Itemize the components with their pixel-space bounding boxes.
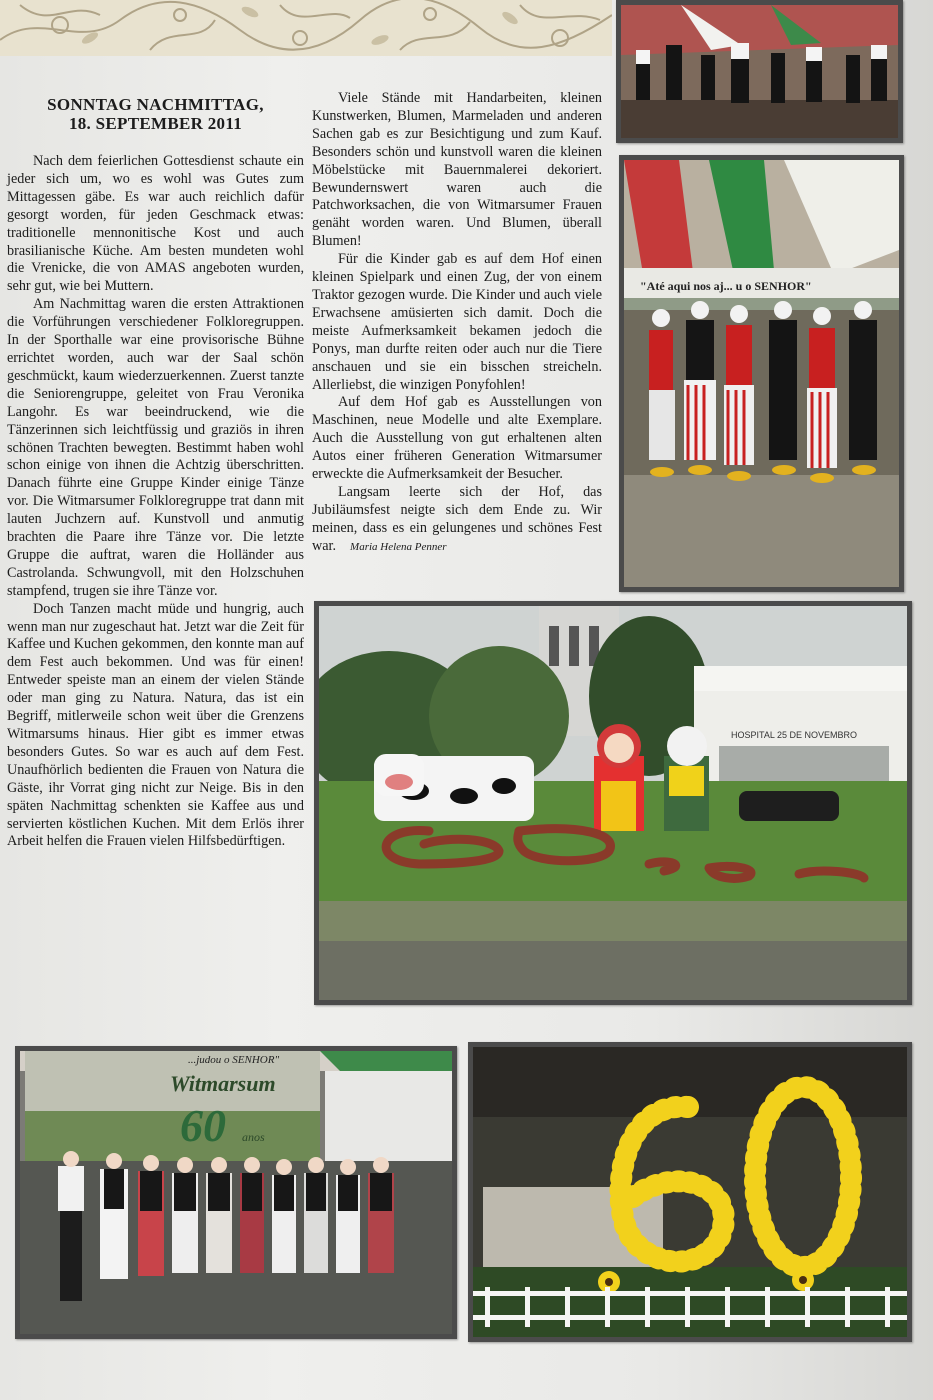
group-banner-image: [20, 1051, 452, 1334]
group-banner-anos: anos: [242, 1130, 265, 1144]
building-sign: HOSPITAL 25 DE NOVEMBRO: [731, 730, 858, 740]
photo-dancers-top: [616, 0, 903, 143]
stage-banner-text: "Até aqui nos aj... u o SENHOR": [640, 279, 812, 293]
stage-dancers-image: [624, 160, 899, 587]
swirl-ornament-icon: [0, 0, 612, 56]
paragraph: [312, 484, 602, 557]
park-figures-image: [319, 606, 907, 1000]
paragraph: Auf dem Hof gab es Ausstellungen von Maschinen, neue Modelle und alte Exemplare. Auch die Ausstellung von gut erhaltenen alten Autos einer früheren Generation Witmarsumer erweckte die Aufmerksamkeit der Besucher.: [312, 394, 602, 483]
paragraph: Doch Tanzen macht müde und hungrig, auch wenn man nur zugeschaut hat. Jetzt war die Zeit für Kaffee und Kuchen gekommen, den konnte man auf dem Fest auch bekommen. Und was für einen! Entweder speiste man an einem der vielen Stände oder man ging zu Natura. Natura, das ist ein Begriff, mitlerweile schon weit über die Grenzens Witmarsums hinaus. Hier gibt es immer etwas besonders Gutes. So war es auch auf dem Fest. Unaufhörlich bedienten die Frauen von Natura die Gäste, ihr Vorrat ging nicht zur Neige. Bis in den späten Nachmittag schenkten sie Kaffee aus und servierten köstlichen Kuchen. Mit dem Erlös ihrer Arbeit helfen die Frauen vielen Hilfsbedürftigen.: [7, 600, 304, 850]
group-banner-name: Witmarsum: [170, 1071, 276, 1096]
title-line-1: SONNTAG NACHMITTAG,: [47, 95, 264, 114]
article-column-1: [7, 95, 304, 851]
photo-group-banner: [15, 1046, 457, 1339]
paragraph: Viele Stände mit Handarbeiten, kleinen Kunstwerken, Blumen, Marmeladen und anderen Sachen gab es zur Besichtigung und zum Kauf. Besonders schön und kunstvoll waren die kleinen Möbelstücke mit Bauernmalerei dekoriert. Bewundernswert waren auch die Patchworksachen, die von Witmarsumer Frauen genäht worden waren. Und Blumen, überall Blumen!: [312, 90, 602, 250]
paragraph-text: Langsam leerte sich der Hof, das Jubiläumsfest neigte sich dem Ende zu. Wir meinen, dass es ein gelungenes und schönes Fest war.: [312, 483, 602, 554]
group-banner-top-text: ...judou o SENHOR": [188, 1054, 280, 1066]
photo-flower-sixty: [468, 1042, 912, 1342]
dancers-image: [621, 5, 898, 138]
photo-park-figures: [314, 601, 912, 1005]
article-column-2: [312, 90, 602, 557]
flower-sixty-image: [473, 1047, 907, 1337]
ornament-header: [0, 0, 612, 56]
paragraph: Am Nachmittag waren die ersten Attraktionen die Vorführungen verschiedener Folkloregruppen. In der Sporthalle war eine provisorische Bühne errichtet worden, auch war der Saal schön geschmückt, kaum wiederzuerkennen. Zuerst tanzte die Seniorengruppe, geleitet von Frau Veronika Langohr. Es war beeindruckend, wie die Tänzerinnen sich leichtfüssig und graziös in ihren schönen Trachten bewegten. Bestimmt haben wohl schon einige von ihnen die Achtzig überschritten. Danach führte eine Gruppe Kinder einige Tänze vor. Die Witmarsumer Folkloregruppe trat dann mit lauten Juchzern auf. Kunstvoll und anmutig brachten die Paare ihre Tänze vor. Die letzte Gruppe die auftrat, waren die Holländer aus Castrolanda. Schwungvoll, mit den Holzschuhen stampfend, trugen sie ihre Tänze vor.: [7, 296, 304, 599]
paragraph: Für die Kinder gab es auf dem Hof einen kleinen Spielpark und einen Zug, der von einem Traktor gezogen wurde. Die Kinder und auch viele Erwachsene amüsierten sich damit. Doch die meiste Aufmerksamkeit bekamen jedoch die Ponys, man durfte reiten oder auch nur die Tiere anschauen und sie ein bisschen streicheln. Allerliebst, die winzigen Ponyfohlen!: [312, 251, 602, 393]
group-banner-number: 60: [180, 1100, 226, 1151]
photo-stage-dancers: [619, 155, 904, 592]
title-line-2: 18. SEPTEMBER 2011: [68, 114, 243, 133]
paragraph: Nach dem feierlichen Gottesdienst schaute ein jeder sich um, wo es wohl was Gutes zum Mittagessen gäbe. Es war auch reichlich dafür gesorgt worden, für jeden Geschmack etwas: traditionelle mennonitische Kost und auch brasilianische Küche. Am besten mundeten wohl die Vrenicke, die von AMAS angeboten wurden, sehr gut, wie bei Muttern.: [7, 153, 304, 295]
author-signature: Maria Helena Penner: [350, 540, 447, 553]
article-title: [7, 95, 304, 133]
